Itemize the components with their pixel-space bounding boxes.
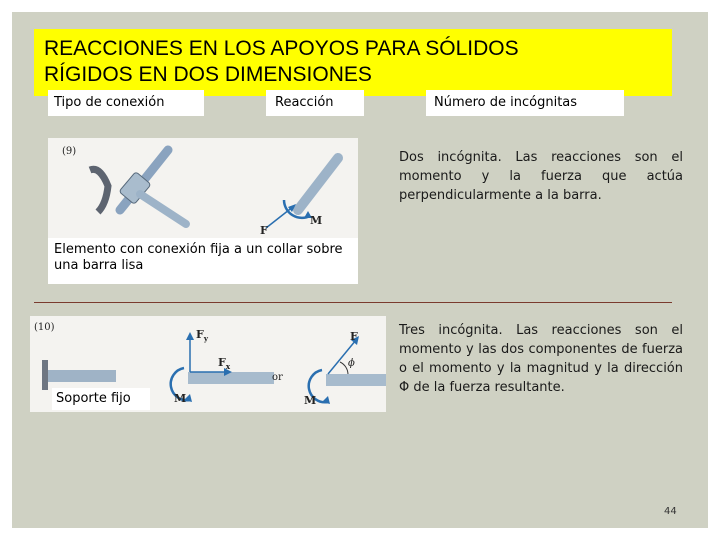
title-line-2: RÍGIDOS EN DOS DIMENSIONES <box>44 63 372 86</box>
phi-label: ϕ <box>348 358 355 369</box>
fx-label: $F_x$ <box>218 356 230 371</box>
figure-number: (10) <box>34 322 55 333</box>
moment-label-1: M <box>174 392 187 405</box>
caption-collar: Elemento con conexión fija a un collar sobre una barra lisa <box>48 238 358 284</box>
force-arrow <box>266 206 294 228</box>
force-label: F <box>260 224 268 237</box>
wall-support <box>90 169 108 212</box>
header-connection-type: Tipo de conexión <box>48 90 204 116</box>
description-collar: Dos incógnita. Las reacciones son el momento y la fuerza que actúa perpendicularmente a la barra. <box>399 150 683 203</box>
figure-number: (9) <box>62 146 77 157</box>
fixed-wall <box>42 360 48 390</box>
collar-diagram <box>48 138 358 238</box>
figure-collar-connection <box>48 138 358 238</box>
moment-label: M <box>310 214 323 227</box>
title-line-1: REACCIONES EN LOS APOYOS PARA SÓLIDOS <box>44 37 519 60</box>
angle-arc <box>340 362 348 374</box>
header-unknowns: Número de incógnitas <box>426 90 624 116</box>
resultant-force-label: F <box>350 330 358 343</box>
reaction-beam-1 <box>188 372 274 384</box>
header-reaction: Reacción <box>266 90 364 116</box>
fixed-beam <box>48 370 116 382</box>
fy-arrowhead <box>186 332 194 340</box>
reaction-member <box>298 158 338 210</box>
slide-title <box>34 29 672 96</box>
description-fixed-support: Tres incógnita. Las reacciones son el momento y las dos componentes de fuerza o el momento y la magnitud y la dirección Φ de la fuerza resultante. <box>399 323 683 395</box>
fy-label: $F_y$ <box>196 328 208 343</box>
page-number: 44 <box>664 506 677 517</box>
reaction-beam-2 <box>326 374 386 386</box>
member-bar <box>140 194 186 224</box>
moment-label-2: M <box>304 394 317 407</box>
caption-fixed-support: Soporte fijo <box>52 388 150 410</box>
or-label: or <box>272 372 283 383</box>
section-divider <box>34 302 672 303</box>
